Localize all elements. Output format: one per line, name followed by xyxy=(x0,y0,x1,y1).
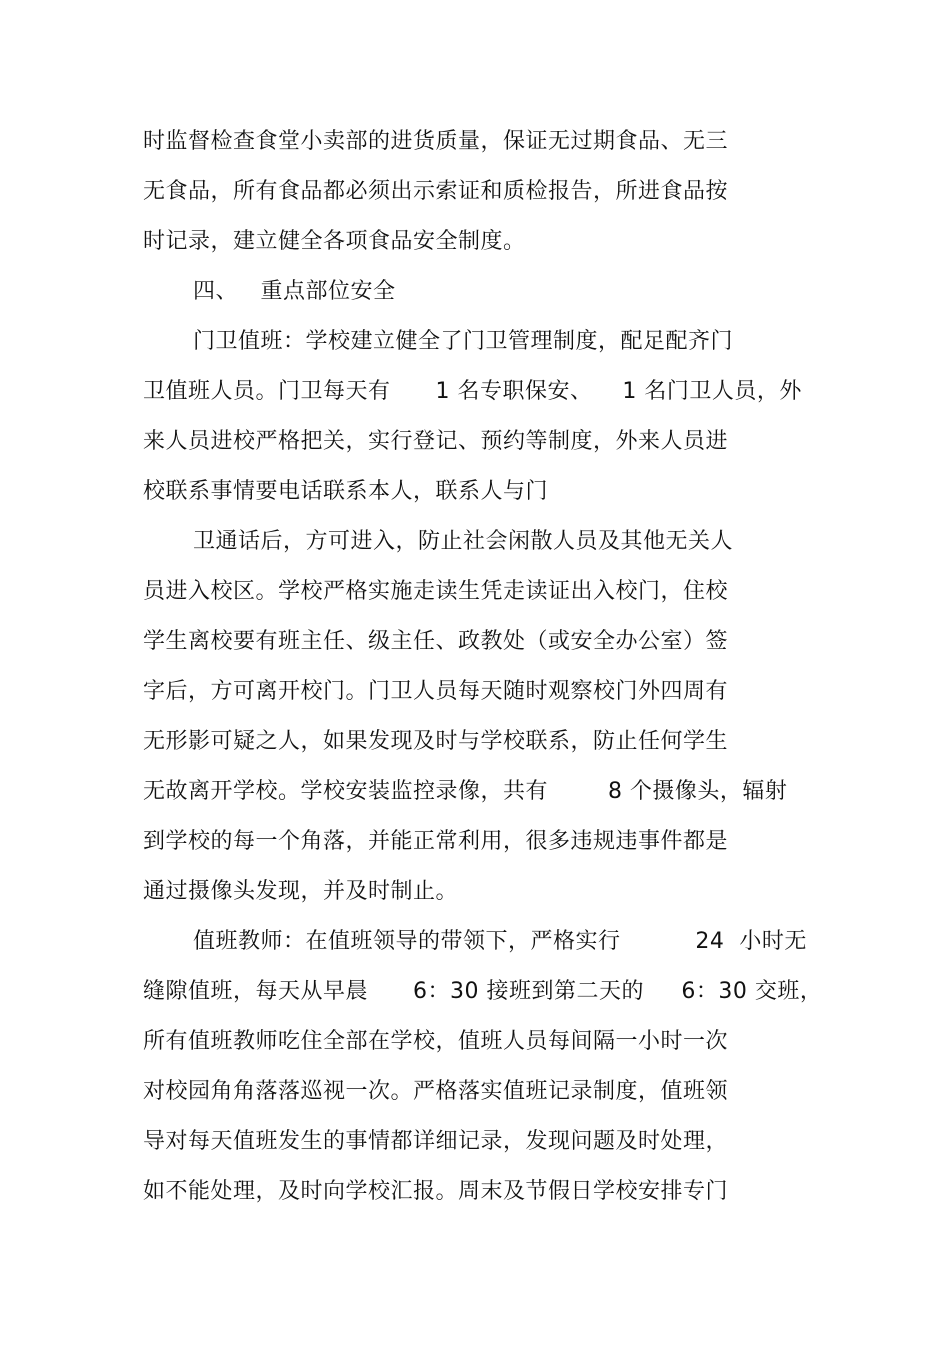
text-line-2: 无食品，所有食品都必须出示索证和质检报告，所进食品按 xyxy=(143,179,729,204)
text-line-1: 时监督检查食堂小卖部的进货质量，保证无过期食品、无三 xyxy=(143,129,729,154)
text-line-8: 校联系事情要电话联系本人，联系人与门 xyxy=(143,479,549,504)
text-line-19: 所有值班教师吃住全部在学校，值班人员每间隔一小时一次 xyxy=(143,1029,729,1054)
text-line-15: 到学校的每一个角落，并能正常利用，很多违规违事件都是 xyxy=(143,829,729,854)
text-line-3: 时记录，建立健全各项食品安全制度。 xyxy=(143,229,526,254)
text-line-11: 学生离校要有班主任、级主任、政教处（或安全办公室）签 xyxy=(143,629,729,654)
text-line-16: 通过摄像头发现，并及时制止。 xyxy=(143,879,459,904)
text-line-7: 来人员进校严格把关，实行登记、预约等制度，外来人员进 xyxy=(143,429,729,454)
text-line-21: 导对每天值班发生的事情都详细记录，发现问题及时处理， xyxy=(143,1129,729,1154)
text-line-22: 如不能处理，及时向学校汇报。周末及节假日学校安排专门 xyxy=(143,1179,729,1204)
text-line-13: 无形影可疑之人，如果发现及时与学校联系，防止任何学生 xyxy=(143,729,729,754)
text-line-6: 卫值班人员。门卫每天有 1 名专职保安、 1 名门卫人员，外 xyxy=(143,379,802,404)
paragraph-start-gate-duty: 门卫值班：学校建立健全了门卫管理制度，配足配齐门 xyxy=(193,329,734,354)
paragraph-continuation: 卫通话后，方可进入，防止社会闲散人员及其他无关人 xyxy=(193,529,734,554)
text-line-18: 缝隙值班，每天从早晨 6：30 接班到第二天的 6：30 交班， xyxy=(143,979,823,1004)
section-heading: 四、 重点部位安全 xyxy=(193,279,396,304)
text-line-14: 无故离开学校。学校安装监控录像，共有 8 个摄像头，辐射 xyxy=(143,779,788,804)
text-line-20: 对校园角角落落巡视一次。严格落实值班记录制度，值班领 xyxy=(143,1079,729,1104)
text-line-12: 字后，方可离开校门。门卫人员每天随时观察校门外四周有 xyxy=(143,679,729,704)
text-line-10: 员进入校区。学校严格实施走读生凭走读证出入校门，住校 xyxy=(143,579,729,604)
paragraph-start-duty-teacher: 值班教师：在值班领导的带领下，严格实行 24 小时无 xyxy=(193,929,807,954)
